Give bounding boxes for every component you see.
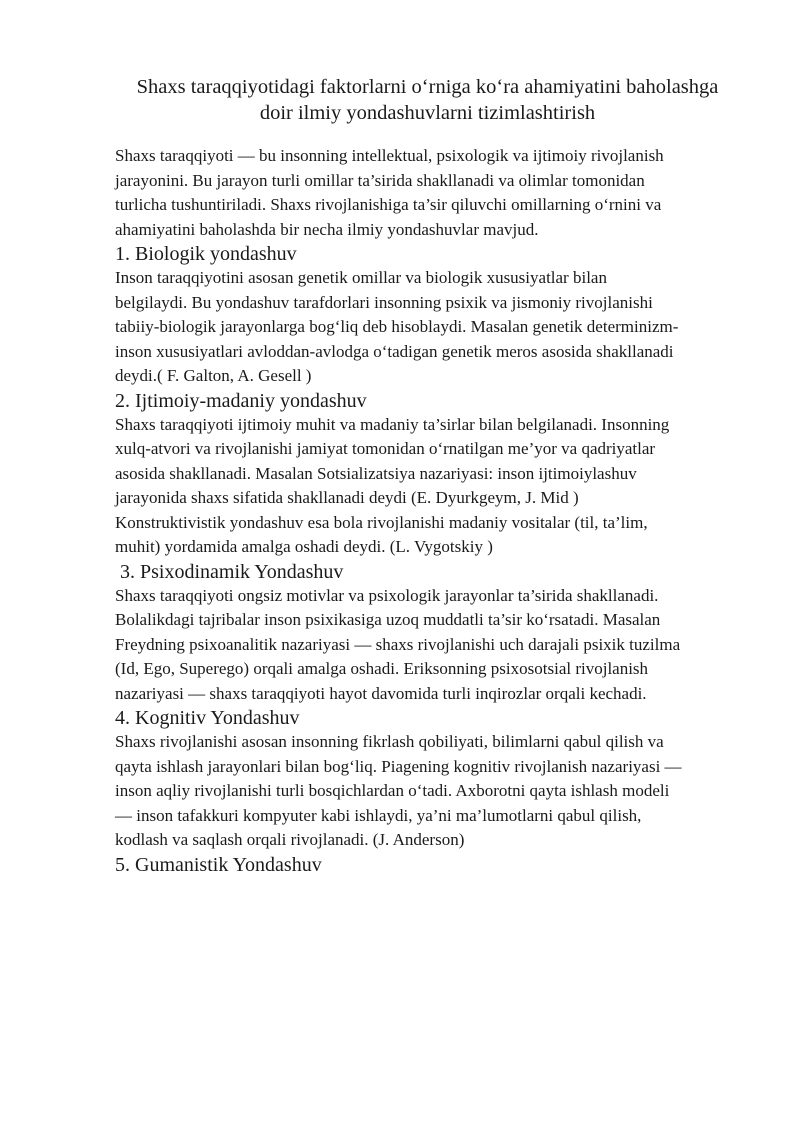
text-line: Inson taraqqiyotini asosan genetik omillar va biologik xususiyatlar bilan: [115, 268, 607, 287]
text-line: deydi.( F. Galton, A. Gesell ): [115, 366, 312, 385]
section-heading-biologik: 1. Biologik yondashuv: [115, 243, 297, 265]
text-line: inson aqliy rivojlanishi turli bosqichlardan o‘tadi. Axborotni qayta ishlash modeli: [115, 781, 670, 800]
text-line: Shaxs rivojlanishi asosan insonning fikrlash qobiliyati, bilimlarni qabul qilish va: [115, 732, 664, 751]
text-line: Konstruktivistik yondashuv esa bola rivojlanishi madaniy vositalar (til, ta’lim,: [115, 512, 648, 532]
text-line: kodlash va saqlash orqali rivojlanadi. (J. Anderson): [115, 830, 465, 849]
text-line: Bolalikdagi tajribalar inson psixikasiga uzoq muddatli ta’sir ko‘rsatadi. Masalan: [115, 610, 661, 629]
section-heading-psixodinamik: 3. Psixodinamik Yondashuv: [115, 560, 344, 583]
text-line: — inson tafakkuri kompyuter kabi ishlaydi, ya’ni ma’lumotlarni qabul qilish,: [115, 805, 642, 825]
text-line: Freydning psixoanalitik nazariyasi — shaxs rivojlanishi uch darajali psixik tuzilma: [115, 634, 681, 654]
text-line: Shaxs taraqqiyoti ijtimoiy muhit va madaniy ta’sirlar bilan belgilanadi. Insonning: [115, 414, 670, 434]
text-line: qayta ishlash jarayonlari bilan bog‘liq. Piagening kognitiv rivojlanish nazariyasi —: [115, 756, 682, 776]
section-paragraph-biologik: [115, 266, 740, 389]
section-paragraph-kognitiv: [115, 730, 740, 853]
text-line: inson xususiyatlari avloddan-avlodga o‘tadigan genetik meros asosida shakllanadi: [115, 341, 674, 361]
section-paragraph-ijtimoiy-madaniy: [115, 413, 740, 560]
text-line: Shaxs taraqqiyoti — bu insonning intellektual, psixologik va ijtimoiy rivojlanish: [115, 146, 664, 165]
title-line-2: doir ilmiy yondashuvlarni tizimlashtirish: [259, 102, 596, 124]
section-heading-gumanistik: 5. Gumanistik Yondashuv: [115, 853, 322, 876]
text-line: ahamiyatini baholashda bir necha ilmiy yondashuvlar mavjud.: [115, 219, 539, 239]
text-line: nazariyasi — shaxs taraqqiyoti hayot davomida turli inqirozlar orqali kechadi.: [115, 683, 647, 703]
text-line: asosida shakllanadi. Masalan Sotsializatsiya nazariyasi: inson ijtimoiylashuv: [115, 463, 637, 483]
section-heading-ijtimoiy-madaniy: 2. Ijtimoiy-madaniy yondashuv: [115, 389, 367, 412]
text-line: jarayonini. Bu jarayon turli omillar ta’sirida shakllanadi va olimlar tomonidan: [115, 170, 645, 190]
text-line: belgilaydi. Bu yondashuv tarafdorlari insonning psixik va jismoniy rivojlanishi: [115, 292, 653, 312]
section-heading-kognitiv: 4. Kognitiv Yondashuv: [115, 707, 300, 729]
page-title: [115, 74, 740, 126]
text-line: Shaxs taraqqiyoti ongsiz motivlar va psixologik jarayonlar ta’sirida shakllanadi.: [115, 585, 659, 605]
section-paragraph-psixodinamik: [115, 584, 740, 707]
intro-paragraph: [115, 144, 740, 242]
text-line: turlicha tushuntiriladi. Shaxs rivojlanishiga ta’sir qiluvchi omillarning o‘rnini va: [115, 195, 662, 214]
title-line-1: Shaxs taraqqiyotidagi faktorlarni o‘rniga ko‘ra ahamiyatini baholashga: [136, 76, 719, 98]
text-line: xulq-atvori va rivojlanishi jamiyat tomonidan o‘rnatilgan me’yor va qadriyatlar: [115, 439, 656, 458]
document-page: [115, 74, 740, 877]
text-line: (Id, Ego, Superego) orqali amalga oshadi. Eriksonning psixosotsial rivojlanish: [115, 659, 649, 678]
text-line: tabiiy-biologik jarayonlarga bog‘liq deb hisoblaydi. Masalan genetik determinizm-: [115, 317, 679, 336]
text-line: jarayonida shaxs sifatida shakllanadi deydi (E. Dyurkgeym, J. Mid ): [115, 488, 579, 507]
text-line: muhit) yordamida amalga oshadi deydi. (L. Vygotskiy ): [115, 537, 493, 556]
